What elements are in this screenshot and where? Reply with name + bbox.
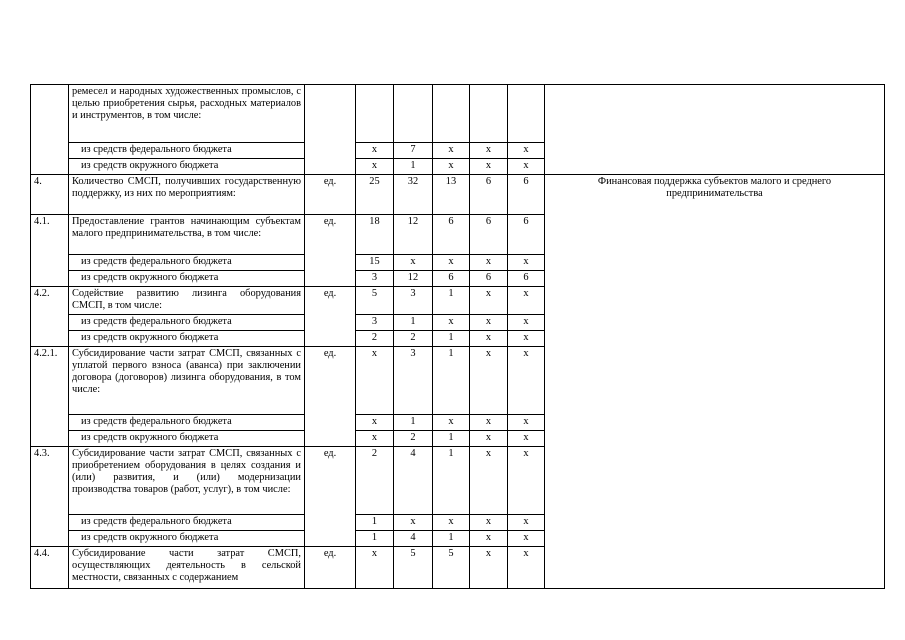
value-cell: 4 xyxy=(394,531,433,547)
value-cell: 3 xyxy=(356,271,394,287)
value-cell: x xyxy=(470,143,508,159)
row-number: 4.1. xyxy=(31,215,69,287)
value-cell: x xyxy=(470,331,508,347)
value-cell: x xyxy=(433,515,470,531)
value-cell: 6 xyxy=(433,215,470,255)
value-cell: x xyxy=(508,547,545,589)
note-cell: Финансовая поддержка субъектов малого и среднего предпринимательства xyxy=(545,175,885,589)
row-name: Предоставление грантов начинающим субъектам малого предпринимательства, в том числе: xyxy=(69,215,305,255)
value-cell: x xyxy=(470,347,508,415)
value-cell: x xyxy=(508,431,545,447)
value-cell: 5 xyxy=(433,547,470,589)
value-cell: x xyxy=(356,415,394,431)
value-cell: x xyxy=(470,315,508,331)
value-cell: 1 xyxy=(433,431,470,447)
row-unit: ед. xyxy=(305,175,356,215)
value-cell: x xyxy=(356,143,394,159)
value-cell: 1 xyxy=(356,515,394,531)
value-cell: 15 xyxy=(356,255,394,271)
value-cell: 6 xyxy=(508,271,545,287)
row-unit: ед. xyxy=(305,215,356,287)
value-cell: x xyxy=(356,159,394,175)
value-cell: x xyxy=(433,315,470,331)
value-cell: 2 xyxy=(394,431,433,447)
indicators-table xyxy=(30,84,885,589)
value-cell: 1 xyxy=(394,315,433,331)
row-number: 4.4. xyxy=(31,547,69,589)
value-cell: 4 xyxy=(394,447,433,515)
value-cell: 12 xyxy=(394,271,433,287)
value-cell: x xyxy=(508,143,545,159)
value-cell: x xyxy=(470,159,508,175)
value-cell: x xyxy=(394,515,433,531)
row-name: из средств федерального бюджета xyxy=(69,143,305,159)
value-cell xyxy=(508,85,545,143)
value-cell: x xyxy=(508,531,545,547)
value-cell: x xyxy=(470,415,508,431)
value-cell: 1 xyxy=(433,347,470,415)
value-cell: 3 xyxy=(394,347,433,415)
value-cell: 6 xyxy=(508,215,545,255)
row-unit: ед. xyxy=(305,547,356,589)
value-cell xyxy=(433,85,470,143)
value-cell: x xyxy=(508,287,545,315)
value-cell: 32 xyxy=(394,175,433,215)
value-cell: 1 xyxy=(433,331,470,347)
value-cell: x xyxy=(470,547,508,589)
row-number xyxy=(31,85,69,175)
value-cell: x xyxy=(433,415,470,431)
table-row xyxy=(31,175,885,215)
table-row xyxy=(31,85,885,143)
value-cell: x xyxy=(356,347,394,415)
value-cell: x xyxy=(508,415,545,431)
row-name: из средств окружного бюджета xyxy=(69,331,305,347)
value-cell: 6 xyxy=(433,271,470,287)
row-name: из средств федерального бюджета xyxy=(69,315,305,331)
value-cell: x xyxy=(470,287,508,315)
value-cell: 1 xyxy=(433,531,470,547)
value-cell: x xyxy=(470,531,508,547)
value-cell xyxy=(394,85,433,143)
value-cell: 3 xyxy=(394,287,433,315)
value-cell: 25 xyxy=(356,175,394,215)
row-number: 4.2. xyxy=(31,287,69,347)
value-cell: 6 xyxy=(508,175,545,215)
row-unit: ед. xyxy=(305,287,356,347)
value-cell: x xyxy=(508,347,545,415)
value-cell xyxy=(356,85,394,143)
value-cell: x xyxy=(508,447,545,515)
value-cell: 5 xyxy=(356,287,394,315)
row-name: из средств федерального бюджета xyxy=(69,515,305,531)
value-cell: x xyxy=(433,255,470,271)
value-cell: 6 xyxy=(470,175,508,215)
row-number: 4.3. xyxy=(31,447,69,547)
value-cell: x xyxy=(508,331,545,347)
row-unit: ед. xyxy=(305,347,356,447)
row-name: из средств окружного бюджета xyxy=(69,271,305,287)
row-name: из средств окружного бюджета xyxy=(69,159,305,175)
value-cell: x xyxy=(433,159,470,175)
value-cell: x xyxy=(508,515,545,531)
value-cell: x xyxy=(394,255,433,271)
value-cell: x xyxy=(508,159,545,175)
row-name: ремесел и народных художественных промыслов, с целью приобретения сырья, расходных материалов и инструментов, в том числе: xyxy=(69,85,305,143)
row-number: 4. xyxy=(31,175,69,215)
row-name: Субсидирование части затрат СМСП, связанных с уплатой первого взноса (аванса) при заключении договора (договоров) лизинга оборудования, в том числе: xyxy=(69,347,305,415)
row-number: 4.2.1. xyxy=(31,347,69,447)
value-cell: 18 xyxy=(356,215,394,255)
value-cell: 2 xyxy=(356,447,394,515)
value-cell: x xyxy=(470,431,508,447)
value-cell: x xyxy=(356,547,394,589)
value-cell: 3 xyxy=(356,315,394,331)
value-cell: x xyxy=(356,431,394,447)
row-name: Субсидирование части затрат СМСП, осуществляющих деятельность в сельской местности, связанных с содержанием xyxy=(69,547,305,589)
value-cell: x xyxy=(508,255,545,271)
row-name: из средств федерального бюджета xyxy=(69,255,305,271)
row-name: Количество СМСП, получивших государственную поддержку, из них по мероприятиям: xyxy=(69,175,305,215)
value-cell: x xyxy=(470,255,508,271)
value-cell: x xyxy=(433,143,470,159)
value-cell: 7 xyxy=(394,143,433,159)
row-unit xyxy=(305,85,356,175)
value-cell: 6 xyxy=(470,215,508,255)
value-cell: 1 xyxy=(394,159,433,175)
value-cell: 12 xyxy=(394,215,433,255)
value-cell: 6 xyxy=(470,271,508,287)
row-name: из средств окружного бюджета xyxy=(69,531,305,547)
value-cell: 5 xyxy=(394,547,433,589)
value-cell: x xyxy=(470,447,508,515)
row-name: Содействие развитию лизинга оборудования СМСП, в том числе: xyxy=(69,287,305,315)
value-cell: x xyxy=(508,315,545,331)
row-unit: ед. xyxy=(305,447,356,547)
value-cell: x xyxy=(470,515,508,531)
value-cell: 13 xyxy=(433,175,470,215)
note-cell-empty xyxy=(545,85,885,175)
value-cell: 1 xyxy=(394,415,433,431)
value-cell: 1 xyxy=(433,287,470,315)
value-cell: 1 xyxy=(433,447,470,515)
row-name: из средств окружного бюджета xyxy=(69,431,305,447)
value-cell: 2 xyxy=(356,331,394,347)
value-cell: 1 xyxy=(356,531,394,547)
value-cell xyxy=(470,85,508,143)
row-name: из средств федерального бюджета xyxy=(69,415,305,431)
row-name: Субсидирование части затрат СМСП, связанных с приобретением оборудования в целях создания и (или) развития, и (или) модернизации производства товаров (работ, услуг), в том числе: xyxy=(69,447,305,515)
value-cell: 2 xyxy=(394,331,433,347)
